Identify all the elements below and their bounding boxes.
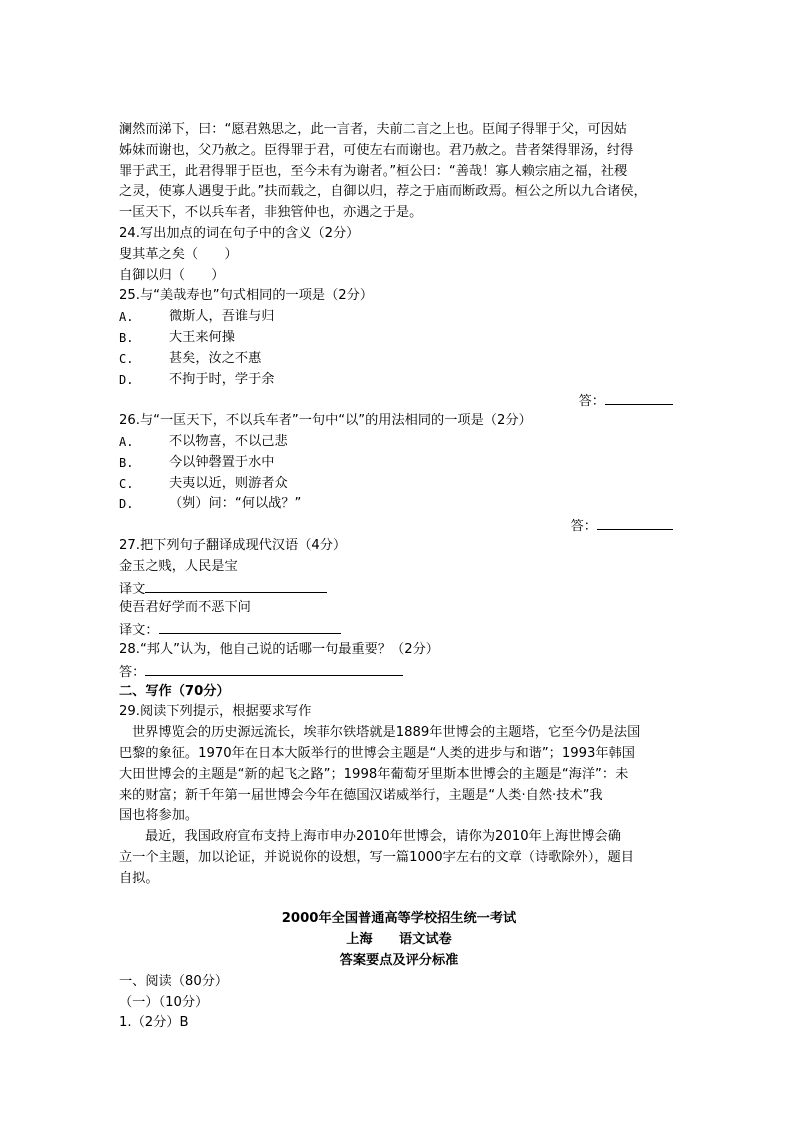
translation-blank[interactable] <box>159 619 341 634</box>
prompt-line: 巴黎的象征。1970年在日本大阪举行的世博会主题是“人类的进步与和谐”；1993年韩国 <box>119 745 635 761</box>
answer-blank[interactable] <box>605 390 673 405</box>
answer-key-title: 2000年全国普通高等学校招生统一考试 <box>281 911 517 927</box>
question-title: 27.把下列句子翻译成现代汉语（4分） <box>119 537 347 553</box>
writing-section <box>119 682 679 890</box>
option-label: C. <box>119 351 134 366</box>
option-c <box>119 474 679 495</box>
option-c <box>119 349 679 370</box>
answer-key <box>119 909 679 1034</box>
prompt-line: 国也将参加。 <box>119 808 199 824</box>
option-d <box>119 370 679 391</box>
question-title: 28.“邦人”认为，他自己说的话哪一句最重要？（2分） <box>119 641 439 657</box>
question-title: 29.阅读下列提示，根据要求写作 <box>119 704 312 720</box>
translation-label: 译文： <box>119 623 159 639</box>
question-item: 自御以归（ ） <box>119 267 225 283</box>
option-text: 不以物喜，不以己悲 <box>169 433 288 449</box>
option-a <box>119 307 679 328</box>
question-28 <box>119 640 679 682</box>
question-27 <box>119 536 679 640</box>
option-b <box>119 453 679 474</box>
translation-label: 译文 <box>119 581 146 597</box>
option-label: D. <box>119 497 134 512</box>
prompt-line: 世界博览会的历史源远流长，埃菲尔铁塔就是1889年世博会的主题塔，它至今仍是法国 <box>132 725 641 741</box>
option-text: （刿）问：“何以战？” <box>169 496 302 512</box>
answer-key-subtitle: 上海 语文试卷 <box>346 932 452 948</box>
question-26 <box>119 411 679 536</box>
option-b <box>119 328 679 349</box>
question-title: 24.写出加点的词在句子中的含义（2分） <box>119 225 360 241</box>
passage-line: 姊妹而谢也，父乃赦之。臣得罪于君，可使左右而谢也。君乃赦之。昔者桀得罪汤，纣得 <box>119 142 634 158</box>
answer-label: 答： <box>119 664 146 680</box>
option-a <box>119 432 679 453</box>
option-label: B. <box>119 330 134 345</box>
option-label: C. <box>119 476 134 491</box>
option-label: A. <box>119 310 134 325</box>
subsection-heading: （一）（10分） <box>119 994 209 1010</box>
answer-key-heading: 答案要点及评分标准 <box>339 953 459 969</box>
option-label: B. <box>119 455 134 470</box>
answer-line <box>119 390 679 411</box>
answer-blank[interactable] <box>145 661 403 676</box>
passage-line: 一匡天下，不以兵车者，非独管仲也，亦遇之于是。 <box>119 205 423 221</box>
answer-line <box>119 661 679 682</box>
translation-blank[interactable] <box>145 578 327 593</box>
spacer <box>119 889 679 909</box>
passage-line: 澜然而涕下，曰：“愿君熟思之，此一言者，夫前二言之上也。臣闻子得罪于父，可因姑 <box>119 122 627 137</box>
option-text: 甚矣，汝之不惠 <box>169 350 262 366</box>
option-text: 微斯人，吾谁与归 <box>169 309 275 325</box>
question-24 <box>119 224 679 286</box>
answer-item: 1.（2分）B <box>119 1015 189 1031</box>
source-sentence: 金玉之贱，人民是宝 <box>119 558 238 574</box>
answer-blank[interactable] <box>597 515 673 530</box>
question-25 <box>119 286 679 411</box>
prompt-line: 立一个主题，加以论证，并说说你的设想，写一篇1000字左右的文章（诗歌除外），题目 <box>119 849 634 865</box>
option-label: A. <box>119 434 134 449</box>
passage-line: 罪于武王，此君得罪于臣也，至今未有为谢者。”桓公曰：“善哉！寡人赖宗庙之福，社稷 <box>119 163 628 179</box>
prompt-line: 自拟。 <box>119 870 159 886</box>
classical-passage <box>119 120 679 224</box>
answer-label: 答： <box>578 394 605 410</box>
option-text: 夫夷以近，则游者众 <box>169 475 288 491</box>
question-title: 26.与“一匡天下，不以兵车者”一句中“以”的用法相同的一项是（2分） <box>119 413 532 429</box>
option-text: 今以钟磬置于水中 <box>169 454 275 470</box>
option-d <box>119 494 679 515</box>
section-heading: 二、写作（70分） <box>119 683 230 699</box>
source-sentence: 使吾君好学而不恶下问 <box>119 600 251 616</box>
option-label: D. <box>119 372 134 387</box>
answer-line <box>119 515 679 536</box>
question-title: 25.与“美哉寿也”句式相同的一项是（2分） <box>119 288 374 304</box>
question-item: 叟其革之矣（ ） <box>119 246 238 262</box>
exam-page <box>119 120 679 1034</box>
prompt-line: 最近，我国政府宣布支持上海市申办2010年世博会，请你为2010年上海世博会确 <box>145 829 621 845</box>
section-heading: 一、阅读（80分） <box>119 973 229 989</box>
answer-label: 答： <box>570 519 597 535</box>
option-text: 大王来何操 <box>169 329 235 345</box>
prompt-line: 来的财富；新千年第一届世博会今年在德国汉诺威举行，主题是“人类·自然·技术”我 <box>119 787 603 803</box>
translation-line <box>119 578 679 599</box>
option-text: 不拘于时，学于余 <box>169 371 275 387</box>
passage-line: 之灵，使寡人遇叟于此。”扶而载之，自御以归，荐之于庙而断政焉。桓公之所以九合诸侯， <box>119 184 647 200</box>
translation-line <box>119 619 679 640</box>
prompt-line: 大田世博会的主题是“新的起飞之路”；1998年葡萄牙里斯本世博会的主题是“海洋”：未 <box>119 766 629 782</box>
